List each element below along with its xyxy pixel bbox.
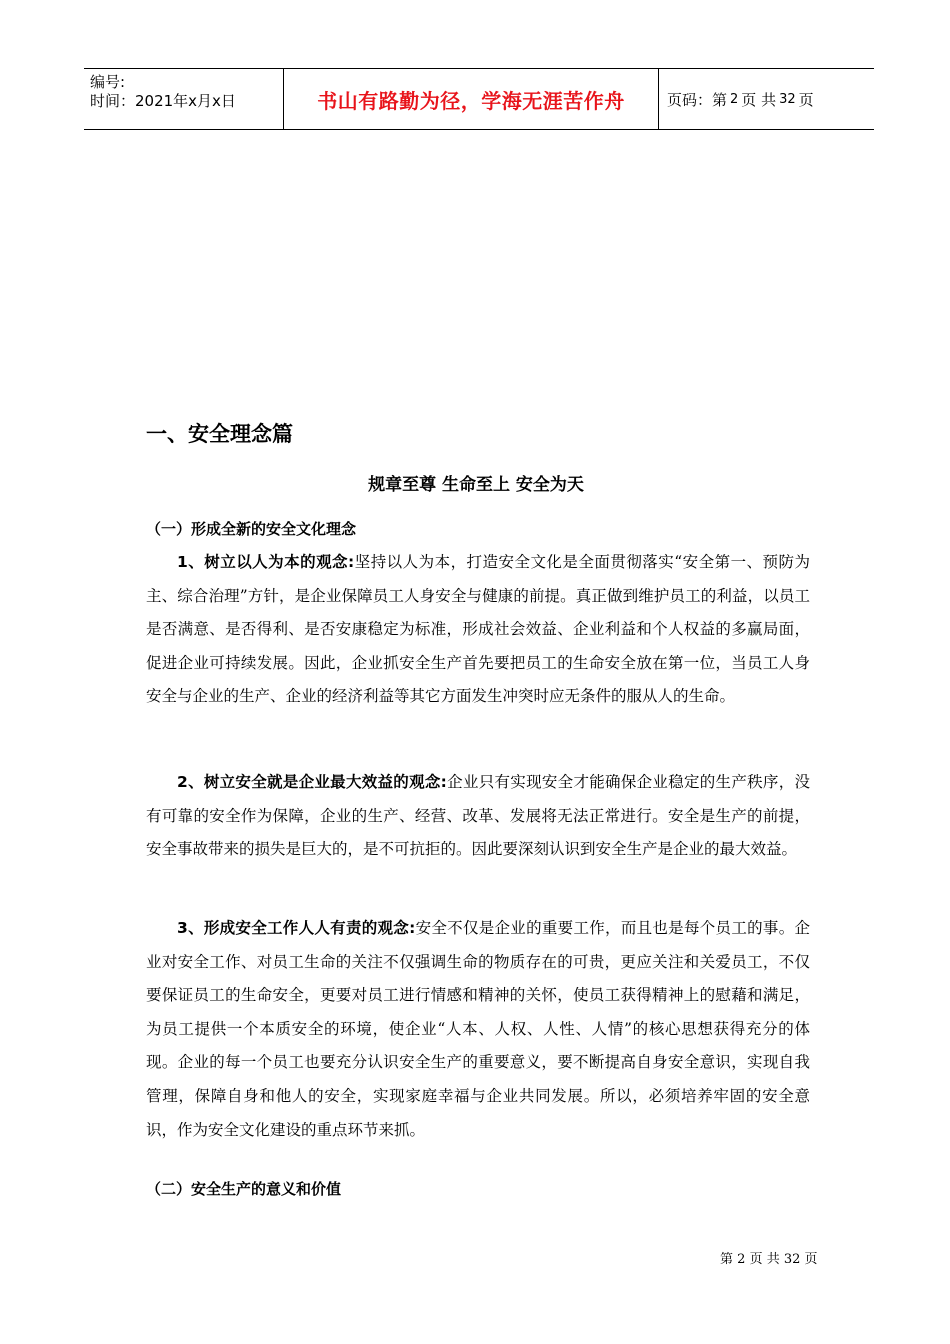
paragraph-1-text: 坚持以人为本，打造安全文化是全面贯彻落实“安全第一、预防为主、综合治理”方针，是企业保障员工人身安全与健康的前提。真正做到维护员工的利益，以员工是否满意、是否得利、是否安康稳定为标准，形成社会效益、企业利益和个人权益的多赢局面，促进企业可持续发展。因此，企业抓安全生产首先要把员工的生命安全放在第一位，当员工人身安全与企业的生产、企业的经济利益等其它方面发生冲突时应无条件的服从人的生命。 xyxy=(146,553,810,706)
paragraph-3 xyxy=(146,912,810,1147)
footer-page-total: 32 xyxy=(783,1252,801,1267)
paragraph-2 xyxy=(146,766,810,867)
page-suffix: 页 xyxy=(798,90,814,109)
page-mid: 页 共 xyxy=(741,90,777,109)
page-number: 2 xyxy=(730,91,739,107)
paragraph-3-lead: 3、形成安全工作人人有责的观念: xyxy=(177,919,416,937)
header-motto: 书山有路勤为径，学海无涯苦作舟 xyxy=(284,69,659,129)
code-label: 编号: xyxy=(90,73,126,91)
paragraph-3-text: 安全不仅是企业的重要工作，而且也是每个员工的事。企业对安全工作、对员工生命的关注不仅强调生命的物质存在的可贵，更应关注和关爱员工，不仅要保证员工的生命安全，更要对员工进行情感和精神的关怀，使员工获得精神上的慰藉和满足，为员工提供一个本质安全的环境，使企业“人本、人权、人性、人情”的核心思想获得充分的体现。企业的每一个员工也要充分认识安全生产的重要意义，要不断提高自身安全意识，实现自我管理，保障自身和他人的安全，实现家庭幸福与企业共同发展。所以，必须培养牢固的安全意识，作为安全文化建设的重点环节来抓。 xyxy=(146,919,810,1139)
part1-heading: （一）形成全新的安全文化理念 xyxy=(146,520,357,538)
paragraph-2-lead: 2、树立安全就是企业最大效益的观念: xyxy=(177,773,447,791)
header-meta xyxy=(84,69,284,129)
page-footer xyxy=(720,1248,818,1267)
paragraph-1-lead: 1、树立以人为本的观念: xyxy=(177,553,355,571)
footer-suffix: 页 xyxy=(804,1252,818,1267)
header-page-info xyxy=(659,69,874,129)
part2-heading: （二）安全生产的意义和价值 xyxy=(146,1180,342,1198)
footer-page-number: 2 xyxy=(737,1252,746,1267)
footer-prefix: 第 xyxy=(720,1252,734,1267)
section-title: 一、安全理念篇 xyxy=(146,422,293,446)
time-label: 时间：2021年x月x日 xyxy=(90,92,236,110)
page-total: 32 xyxy=(779,91,796,107)
paragraph-1 xyxy=(146,546,810,714)
page-prefix: 页码：第 xyxy=(667,90,728,109)
footer-mid: 页 共 xyxy=(749,1252,780,1267)
page-header xyxy=(84,68,874,130)
document-subtitle: 规章至尊 生命至上 安全为天 xyxy=(368,475,584,495)
paragraph-2-text: 企业只有实现安全才能确保企业稳定的生产秩序，没有可靠的安全作为保障，企业的生产、经营、改革、发展将无法正常进行。安全是生产的前提，安全事故带来的损失是巨大的，是不可抗拒的。因此要深刻认识到安全生产是企业的最大效益。 xyxy=(146,773,810,859)
